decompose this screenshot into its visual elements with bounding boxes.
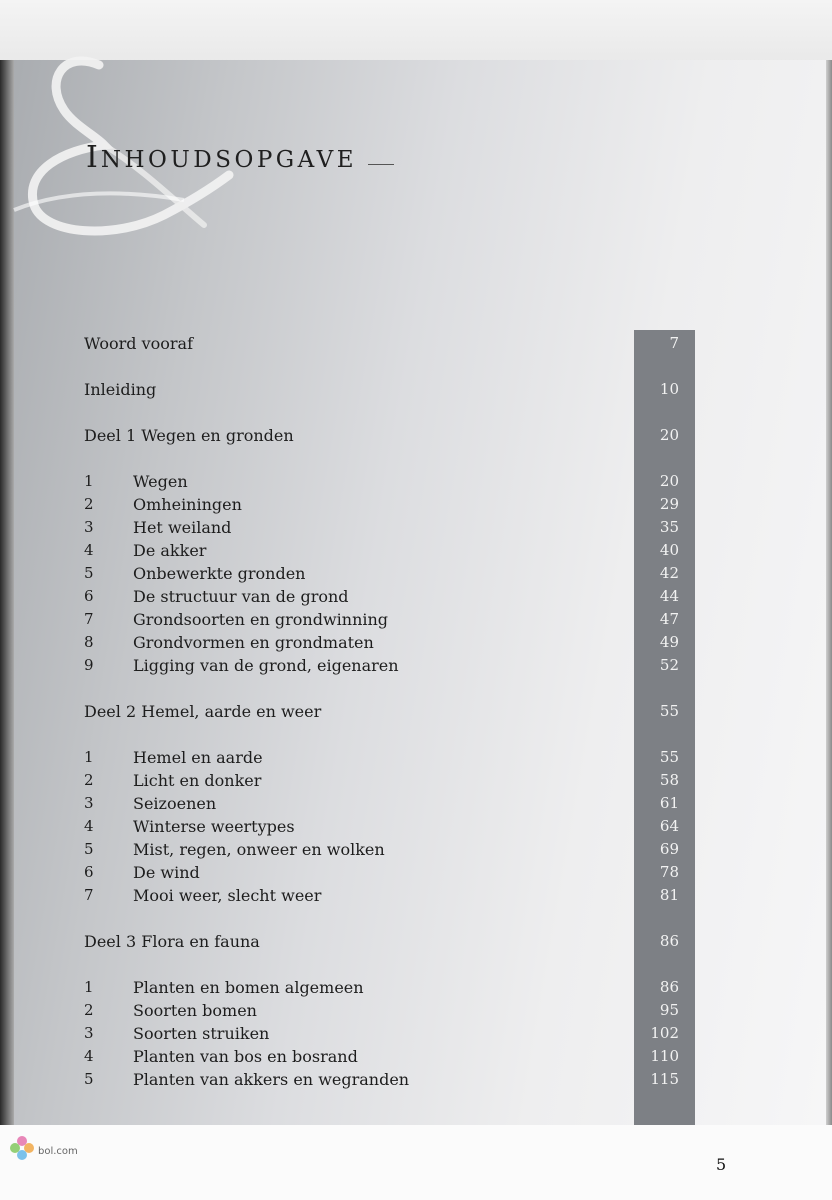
toc-page-number: 61 — [659, 794, 679, 812]
toc-part-label: Deel 3 — [84, 932, 137, 951]
toc-front-row — [0, 334, 832, 356]
toc-chapter-title: De structuur van de grond — [133, 587, 349, 606]
toc-page-number: 47 — [659, 610, 679, 628]
toc-chapter-number: 6 — [84, 587, 94, 605]
toc-page-number: 20 — [659, 472, 679, 490]
toc-front-title: Inleiding — [84, 380, 157, 399]
toc-part-heading — [84, 932, 260, 951]
toc-chapter-row — [0, 978, 832, 1000]
toc-part-label: Deel 1 — [84, 426, 137, 445]
toc-page-number: 7 — [669, 334, 679, 352]
toc-chapter-title: Onbewerkte gronden — [133, 564, 306, 583]
toc-chapter-number: 4 — [84, 817, 94, 835]
page-title-initial: I — [86, 140, 101, 175]
toc-page-number: 55 — [659, 748, 679, 766]
bottom-margin — [0, 1125, 832, 1200]
toc-chapter-title: Het weiland — [133, 518, 232, 537]
watermark-text: bol.com — [38, 1146, 78, 1157]
toc-chapter-title: Winterse weertypes — [133, 817, 295, 836]
toc-page-number: 64 — [659, 817, 679, 835]
toc-front-row — [0, 380, 832, 402]
toc-page-number: 52 — [659, 656, 679, 674]
toc-chapter-row — [0, 794, 832, 816]
toc-chapter-number: 1 — [84, 472, 94, 490]
toc-chapter-row — [0, 495, 832, 517]
toc-chapter-number: 2 — [84, 1001, 94, 1019]
toc-chapter-number: 9 — [84, 656, 94, 674]
toc-chapter-number: 4 — [84, 1047, 94, 1065]
toc-page-number: 20 — [659, 426, 679, 444]
toc-chapter-title: Licht en donker — [133, 771, 262, 790]
toc-page-number: 40 — [659, 541, 679, 559]
toc-chapter-row — [0, 541, 832, 563]
toc-part-heading — [84, 426, 294, 445]
toc-chapter-title: Grondsoorten en grondwinning — [133, 610, 389, 629]
toc-chapter-title: Soorten bomen — [133, 1001, 257, 1020]
flower-icon — [8, 1134, 36, 1162]
toc-part-title: Flora en fauna — [141, 932, 260, 951]
toc-chapter-title: De wind — [133, 863, 200, 882]
toc-part-title: Hemel, aarde en weer — [141, 702, 322, 721]
toc-chapter-row — [0, 1001, 832, 1023]
toc-page-number: 58 — [659, 771, 679, 789]
toc-chapter-title: Ligging van de grond, eigenaren — [133, 656, 399, 675]
toc-chapter-row — [0, 656, 832, 678]
toc-chapter-row — [0, 564, 832, 586]
toc-page-number: 110 — [650, 1047, 679, 1065]
toc-page-number: 86 — [659, 932, 679, 950]
toc-page-number: 69 — [659, 840, 679, 858]
toc-part-heading — [84, 702, 321, 721]
toc-page-number: 35 — [659, 518, 679, 536]
toc-page-number: 29 — [659, 495, 679, 513]
toc-chapter-title: Planten van akkers en wegranden — [133, 1070, 410, 1089]
toc-chapter-title: Planten en bomen algemeen — [133, 978, 364, 997]
toc-part-row — [0, 702, 832, 724]
toc-chapter-number: 3 — [84, 518, 94, 536]
toc-chapter-number: 1 — [84, 978, 94, 996]
toc-page-number: 102 — [650, 1024, 679, 1042]
toc-chapter-number: 5 — [84, 840, 94, 858]
toc-chapter-number: 3 — [84, 794, 94, 812]
toc-page-number: 10 — [659, 380, 679, 398]
toc-chapter-title: De akker — [133, 541, 207, 560]
toc-chapter-number: 5 — [84, 1070, 94, 1088]
toc-chapter-title: Mooi weer, slecht weer — [133, 886, 322, 905]
toc-chapter-row — [0, 886, 832, 908]
toc-chapter-title: Soorten struiken — [133, 1024, 270, 1043]
toc-chapter-title: Seizoenen — [133, 794, 217, 813]
toc-page-number: 95 — [659, 1001, 679, 1019]
toc-chapter-row — [0, 518, 832, 540]
toc-chapter-number: 8 — [84, 633, 94, 651]
toc-page-number: 49 — [659, 633, 679, 651]
toc-chapter-number: 6 — [84, 863, 94, 881]
page-title-rest: NHOUDSOPGAVE — [100, 147, 358, 173]
toc-chapter-title: Hemel en aarde — [133, 748, 263, 767]
toc-part-title: Wegen en gronden — [141, 426, 294, 445]
toc-chapter-title: Omheiningen — [133, 495, 242, 514]
toc-page-number: 86 — [659, 978, 679, 996]
toc-chapter-row — [0, 771, 832, 793]
toc-chapter-row — [0, 840, 832, 862]
toc-page-number: 78 — [659, 863, 679, 881]
toc-page-number: 55 — [659, 702, 679, 720]
toc-chapter-title: Planten van bos en bosrand — [133, 1047, 358, 1066]
toc-chapter-row — [0, 817, 832, 839]
toc-chapter-number: 2 — [84, 771, 94, 789]
toc-chapter-number: 7 — [84, 886, 94, 904]
toc-page-number: 44 — [659, 587, 679, 605]
toc-part-row — [0, 932, 832, 954]
toc-chapter-title: Grondvormen en grondmaten — [133, 633, 374, 652]
toc-chapter-number: 2 — [84, 495, 94, 513]
toc-chapter-row — [0, 863, 832, 885]
toc-page-number: 42 — [659, 564, 679, 582]
toc-chapter-number: 3 — [84, 1024, 94, 1042]
toc-chapter-number: 5 — [84, 564, 94, 582]
toc-part-row — [0, 426, 832, 448]
toc-chapter-row — [0, 1047, 832, 1069]
toc-chapter-title: Mist, regen, onweer en wolken — [133, 840, 385, 859]
toc-chapter-row — [0, 1024, 832, 1046]
toc-chapter-row — [0, 587, 832, 609]
toc-front-title: Woord vooraf — [84, 334, 194, 353]
page-number: 5 — [716, 1155, 727, 1174]
toc-chapter-row — [0, 472, 832, 494]
toc-page-number: 115 — [650, 1070, 679, 1088]
toc-chapter-number: 4 — [84, 541, 94, 559]
toc-chapter-number: 1 — [84, 748, 94, 766]
toc-part-label: Deel 2 — [84, 702, 137, 721]
watermark — [8, 1134, 100, 1190]
toc-page-number: 81 — [659, 886, 679, 904]
toc-chapter-row — [0, 748, 832, 770]
toc-chapter-row — [0, 1070, 832, 1092]
toc-chapter-number: 7 — [84, 610, 94, 628]
toc-chapter-title: Wegen — [133, 472, 188, 491]
toc-chapter-row — [0, 633, 832, 655]
toc-chapter-row — [0, 610, 832, 632]
